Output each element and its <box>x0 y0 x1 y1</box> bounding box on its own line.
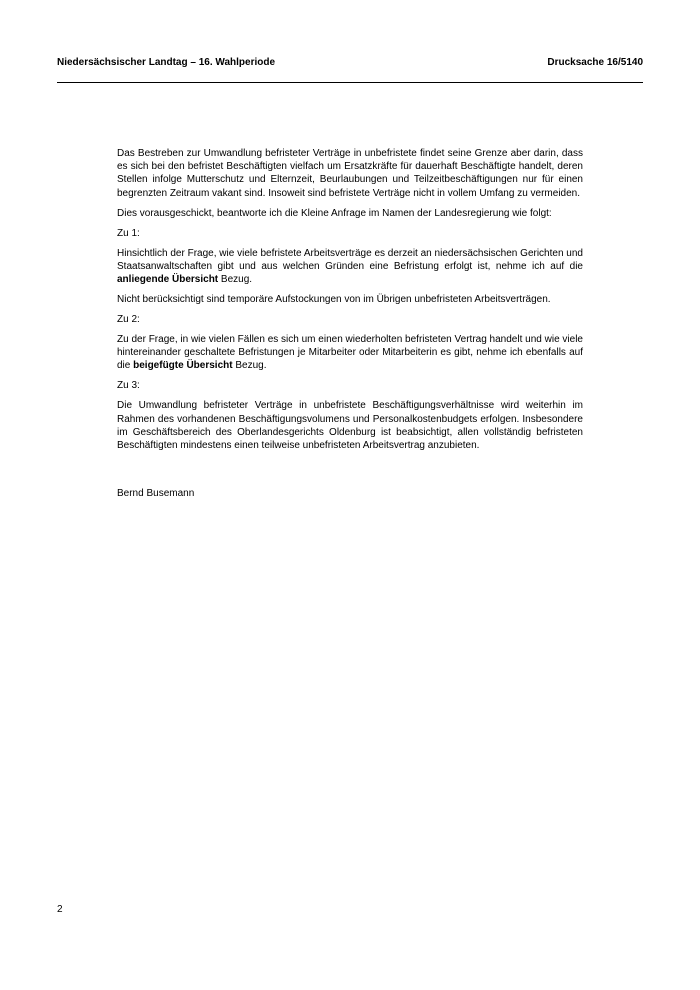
header-parliament-title: Niedersächsischer Landtag – 16. Wahlperiode <box>57 57 276 68</box>
question-1-heading: Zu 1: <box>117 227 140 239</box>
page-number: 2 <box>57 904 63 915</box>
question-1-text-start: Hinsichtlich der Frage, wie viele befristete Arbeitsverträge es derzeit an niedersächsischen Gerichten und Staatsanwaltschaften gibt und aus welchen Gründen eine Befristung erfolgt ist, nehme ich auf die <box>117 247 583 272</box>
header-document-number: Drucksache 16/5140 <box>547 57 643 68</box>
question-1-answer <box>117 247 583 287</box>
intro-paragraph: Das Bestreben zur Umwandlung befristeter Verträge in unbefristete findet seine Grenze aber darin, dass es sich bei den befristet Beschäftigten vielfach um Ersatzkräfte für dauerhaft Beschäftigte handelt, deren Stellen infolge Mutterschutz und Elternzeit, Beurlaubungen und Teilzeitbeschäftigungen nur für einen begrenzten Zeitraum vakant sind. Insoweit sind befristete Verträge nicht in vollem Umfang zu vermeiden. <box>117 148 583 199</box>
header-divider <box>57 82 643 83</box>
signature: Bernd Busemann <box>117 488 195 499</box>
question-3-heading: Zu 3: <box>117 380 140 392</box>
question-2-heading: Zu 2: <box>117 314 140 326</box>
question-1-reference: anliegende Übersicht <box>117 274 219 286</box>
page-header <box>57 57 643 71</box>
question-3-answer: Die Umwandlung befristeter Verträge in unbefristete Beschäftigungsverhältnisse wird weiterhin im Rahmen des vorhandenen Beschäftigungsvolumens und Personalkostenbudgets erfolgen. Insbesondere im Geschäftsbereich des Oberlandesgerichts Oldenburg ist beabsichtigt, allen vollständig befristeten Beschäftigten mindestens einen teilweise unbefristeten Arbeitsvertrag anzubieten. <box>117 400 583 452</box>
document-body <box>117 147 583 459</box>
question-2-text-end: Bezug. <box>232 360 267 372</box>
question-1-text-end: Bezug. <box>218 274 253 286</box>
question-2-answer <box>117 333 583 373</box>
question-2-reference: beigefügte Übersicht <box>133 360 233 372</box>
question-2-text-start: Zu der Frage, in wie vielen Fällen es sich um einen wiederholten befristeten Vertrag handelt und wie viele hintereinander geschaltete Befristungen je Mitarbeiter oder Mitarbeiterin es gibt, nehme ich ebenfalls auf die <box>117 334 583 372</box>
preface-paragraph: Dies vorausgeschickt, beantworte ich die Kleine Anfrage im Namen der Landesregierung wie folgt: <box>117 207 552 219</box>
question-1-note: Nicht berücksichtigt sind temporäre Aufstockungen von im Übrigen unbefristeten Arbeitsverträgen. <box>117 294 551 306</box>
